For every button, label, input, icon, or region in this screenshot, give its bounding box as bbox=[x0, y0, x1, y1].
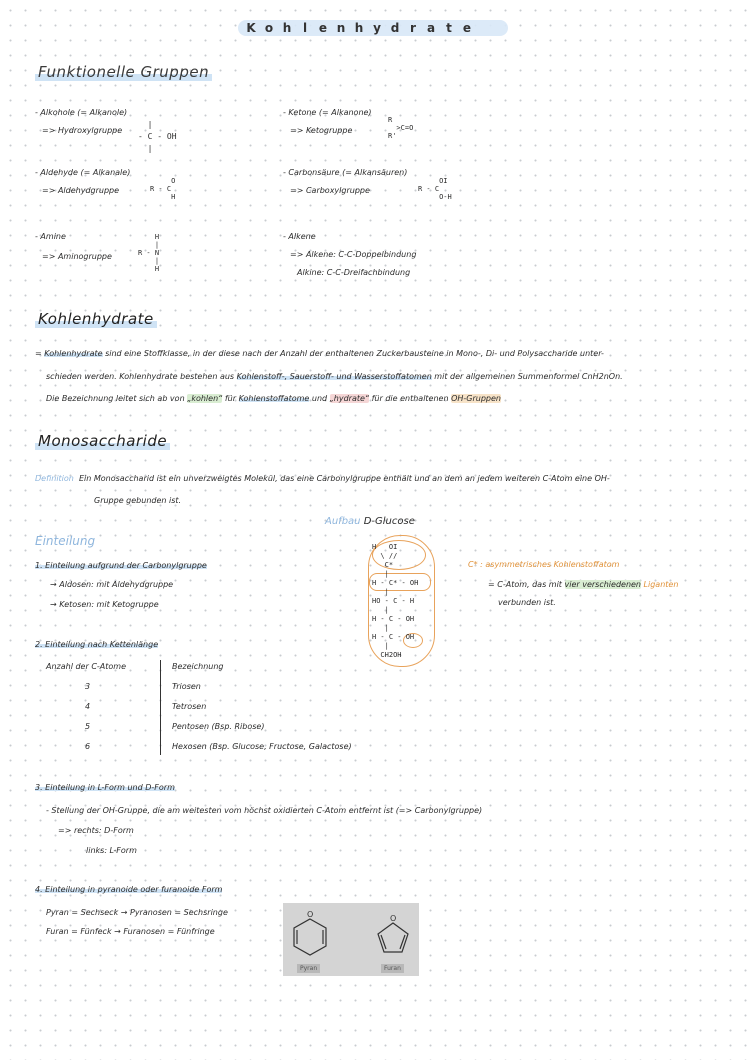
glucose-line: CH2OH bbox=[372, 651, 402, 659]
text: 3. Einteilung in L-Form und D-Form bbox=[35, 783, 175, 792]
highlight-kohlenstoffatome: Kohlenstoffatome bbox=[238, 394, 310, 403]
title-letter: h bbox=[354, 21, 364, 35]
glucose-line: H OI bbox=[372, 543, 398, 551]
svg-text:O: O bbox=[390, 914, 397, 923]
glucose-line: C* bbox=[372, 561, 394, 569]
aldehyde-formula: O R - C H bbox=[150, 177, 176, 201]
title-letter: a bbox=[426, 21, 436, 35]
text: 2. Einteilung nach Kettenlänge bbox=[35, 640, 159, 649]
text: mit der allgemeinen Summenformel CnH2nOn. bbox=[431, 372, 623, 381]
alkene-line2: Alkine: C-C-Dreifachbindung bbox=[297, 268, 411, 277]
kohlenhydrate-paragraph-line3 bbox=[46, 390, 501, 408]
title-letter: r bbox=[410, 21, 416, 35]
highlight-kohlenhydrate: Kohlenhydrate bbox=[44, 349, 103, 358]
definition-line1 bbox=[35, 470, 610, 488]
text: Die Bezeichnung leitet sich ab von bbox=[46, 394, 188, 403]
table-cell-count: 3 bbox=[85, 682, 91, 691]
asymmetric-def2: verbunden ist. bbox=[498, 598, 556, 607]
glucose-line: HO - C - H bbox=[372, 597, 415, 605]
text: schieden werden. Kohlenhydrate bestehen aus bbox=[46, 372, 237, 381]
glucose-structure bbox=[372, 543, 432, 660]
pyran-label: Pyran bbox=[297, 964, 320, 973]
glucose-line: H - C* - OH bbox=[372, 579, 419, 587]
einteilung-3b: => rechts: D-Form bbox=[58, 826, 134, 835]
text: = C-Atom, das mit bbox=[488, 580, 565, 589]
glucose-line: \ // bbox=[372, 552, 398, 560]
table-cell-name: Tetrosen bbox=[172, 702, 207, 711]
table-divider bbox=[160, 660, 161, 755]
alkohole-group: => Hydroxylgruppe bbox=[42, 126, 123, 135]
title-letter: h bbox=[282, 21, 292, 35]
einteilung-2 bbox=[35, 640, 158, 649]
furan-label: Furan bbox=[381, 964, 404, 973]
carbon-group: => Carboxylgruppe bbox=[290, 186, 370, 195]
text: 4. Einteilung in pyranoide oder furanoide Form bbox=[35, 885, 223, 894]
highlight-vier-verschiedenen: vier verschiedenen bbox=[564, 580, 641, 589]
text: und bbox=[309, 394, 330, 403]
einteilung-1a: → Aldosen: mit Aldehydgruppe bbox=[50, 580, 174, 589]
text: 1. Einteilung aufgrund der Carbonylgruppe bbox=[35, 561, 207, 570]
aufbau bbox=[325, 516, 415, 527]
section-heading-funktionelle-gruppen: Funktionelle Gruppen bbox=[35, 63, 212, 81]
text: = bbox=[35, 349, 45, 358]
highlight-hydrate: „hydrate“ bbox=[329, 394, 370, 403]
page-title bbox=[242, 21, 476, 35]
table-cell-count: 4 bbox=[85, 702, 91, 711]
title-letter: l bbox=[302, 21, 308, 35]
glucose-line: H - C - OH bbox=[372, 633, 415, 641]
carbon-name: - Carbonsäure (= Alkansäuren) bbox=[283, 168, 408, 177]
table-cell-name: Pentosen (Bsp. Ribose) bbox=[172, 722, 265, 731]
glucose-line: | bbox=[372, 624, 389, 632]
einteilung-4b: Furan = Fünfeck → Furanosen = Fünfringe bbox=[46, 927, 215, 936]
glucose-line: | bbox=[372, 642, 389, 650]
amine-formula: H | R - N | H bbox=[138, 233, 160, 273]
alkene-line1: => Alkene: C-C-Doppelbindung bbox=[290, 250, 417, 259]
glucose-line: | bbox=[372, 606, 389, 614]
carbon-formula: OI R - C O-H bbox=[418, 177, 452, 201]
aldehyde-group: => Aldehydgruppe bbox=[42, 186, 120, 195]
liganten-text: Liganten bbox=[641, 580, 679, 589]
section-heading-monosaccharide: Monosaccharide bbox=[35, 432, 170, 450]
einteilung-3a: - Stellung der OH-Gruppe, die am weitesten vom höchst oxidierten C-Atom entfernt ist (=> Carbonylgruppe) bbox=[46, 806, 483, 815]
asymmetric-def1 bbox=[488, 580, 678, 589]
aufbau-label: Aufbau bbox=[325, 516, 361, 527]
text: für die enthaltenen bbox=[369, 394, 452, 403]
alkohole-formula: | - C - OH | bbox=[138, 120, 177, 153]
einteilung-4a: Pyran = Sechseck → Pyranosen = Sechsringe bbox=[46, 908, 228, 917]
highlight-oh-gruppen: OH-Gruppen bbox=[451, 394, 501, 403]
aufbau-value: D-Glucose bbox=[363, 516, 415, 527]
table-header-count: Anzahl der C-Atome bbox=[46, 662, 127, 671]
table-cell-count: 5 bbox=[85, 722, 91, 731]
table-cell-name: Triosen bbox=[172, 682, 201, 691]
einteilung-3 bbox=[35, 783, 175, 792]
einteilung-1b: → Ketosen: mit Ketogruppe bbox=[50, 600, 159, 609]
text: Ein Monosaccharid ist ein unverzweigtes Molekül, das eine Carbonylgruppe enthält und an dem an jedem weiteren C-Atom eine OH- bbox=[78, 474, 610, 483]
table-cell-count: 6 bbox=[85, 742, 91, 751]
einteilung-heading: Einteilung bbox=[35, 534, 96, 548]
glucose-line: H - C - OH bbox=[372, 615, 415, 623]
ketone-group: => Ketogruppe bbox=[290, 126, 353, 135]
text: sind eine Stoffklasse, in der diese nach der Anzahl der enthaltenen Zuckerbausteine in Mono-, Di- und Polysaccharide unter- bbox=[102, 349, 604, 358]
asymmetric-label: C* : asymmetrisches Kohlenstoffatom bbox=[468, 560, 620, 569]
alkohole-name: - Alkohole (= Alkanole) bbox=[35, 108, 128, 117]
glucose-line: | bbox=[372, 588, 389, 596]
title-letter: d bbox=[390, 21, 400, 35]
ketone-name: - Ketone (= Alkanone) bbox=[283, 108, 372, 117]
einteilung-3c: links: L-Form bbox=[86, 846, 137, 855]
definition-label: Definition bbox=[35, 474, 74, 483]
definition-line2: Gruppe gebunden ist. bbox=[94, 496, 182, 505]
section-heading-kohlenhydrate: Kohlenhydrate bbox=[35, 310, 157, 328]
title-letter: y bbox=[373, 21, 381, 35]
einteilung-4 bbox=[35, 885, 222, 894]
title-letter: n bbox=[336, 21, 346, 35]
pyran-furan-image bbox=[283, 903, 419, 976]
title-letter: o bbox=[264, 21, 274, 35]
alkene-name: - Alkene bbox=[283, 232, 316, 241]
highlight-kohlen: „kohlen“ bbox=[187, 394, 223, 403]
table-cell-name: Hexosen (Bsp. Glucose, Fructose, Galactose) bbox=[172, 742, 352, 751]
aldehyde-name: - Aldehyde (= Alkanale) bbox=[35, 168, 131, 177]
title-letter: K bbox=[246, 21, 256, 35]
text: für bbox=[222, 394, 239, 403]
glucose-line: | bbox=[372, 570, 389, 578]
table-header-name: Bezeichnung bbox=[172, 662, 224, 671]
ketone-formula: R >C=O R' bbox=[388, 116, 414, 140]
amine-group: => Aminogruppe bbox=[42, 252, 112, 261]
einteilung-1 bbox=[35, 561, 207, 570]
title-letter: e bbox=[318, 21, 328, 35]
kohlenhydrate-paragraph-line1 bbox=[35, 345, 604, 363]
title-letter: e bbox=[462, 21, 472, 35]
highlight-atoms: Kohlenstoff-, Sauerstoff- und Wasserstoffatomen bbox=[236, 372, 432, 381]
kohlenhydrate-paragraph-line2 bbox=[46, 368, 623, 386]
amine-name: - Amine bbox=[35, 232, 66, 241]
title-letter: t bbox=[446, 21, 452, 35]
svg-text:O: O bbox=[307, 910, 314, 919]
